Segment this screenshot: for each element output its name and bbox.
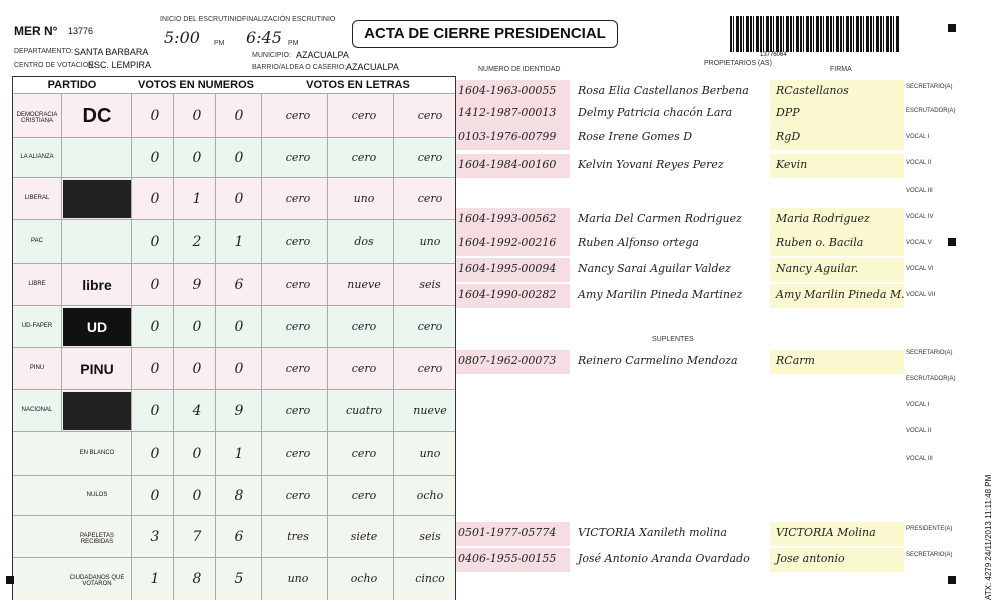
vote-digit: 8 (192, 571, 202, 587)
table-row (13, 557, 455, 600)
table-row (13, 219, 455, 264)
column-divider (393, 558, 394, 600)
column-divider (327, 306, 328, 348)
column-divider (215, 220, 216, 264)
member-name: Delmy Patricia chacón Lara (578, 106, 733, 119)
role-label: ESCRUTADOR(A) (906, 108, 956, 114)
column-divider (393, 348, 394, 390)
member-signature: DPP (776, 106, 800, 119)
table-row (13, 137, 455, 178)
column-divider (327, 348, 328, 390)
vote-word: cero (351, 447, 377, 460)
start-time-suffix: PM (214, 40, 225, 47)
center-value: ESC. LEMPIRA (88, 60, 152, 70)
col-numbers-header: VOTOS EN NUMEROS (138, 79, 254, 91)
vote-word: cero (351, 151, 377, 164)
column-divider (261, 138, 262, 178)
vote-digit: 3 (150, 529, 160, 545)
column-divider (215, 178, 216, 220)
member-name: Reinero Carmelino Mendoza (578, 354, 738, 367)
column-divider (173, 432, 174, 476)
vote-word: uno (419, 235, 441, 248)
column-divider (393, 432, 394, 476)
vote-word: cero (285, 109, 311, 122)
vote-word: cero (285, 362, 311, 375)
column-divider (327, 220, 328, 264)
member-signature: RCastellanos (776, 84, 849, 97)
vote-word: cero (285, 320, 311, 333)
column-divider (173, 264, 174, 306)
registration-mark (948, 238, 956, 246)
column-divider (327, 264, 328, 306)
member-name: Nancy Sarai Aguilar Valdez (578, 262, 731, 275)
role-label: ESCRUTADOR(A) (906, 376, 956, 382)
column-divider (393, 178, 394, 220)
table-row (13, 475, 455, 516)
vote-word: cero (351, 320, 377, 333)
department-label: DEPARTAMENTO: (14, 48, 73, 55)
table-row (13, 177, 455, 220)
member-signature: RgD (776, 130, 801, 143)
column-divider (173, 558, 174, 600)
vote-digit: 0 (234, 191, 244, 207)
vote-digit: 0 (192, 488, 202, 504)
column-divider (173, 138, 174, 178)
column-divider (61, 264, 62, 306)
member-identity: 0103-1976-00799 (458, 130, 557, 143)
party-logo: UD (63, 308, 131, 346)
column-divider (393, 264, 394, 306)
member-signature: RCarm (776, 354, 815, 367)
col-owners-header: PROPIETARIOS (AS) (704, 60, 772, 67)
table-row (13, 431, 455, 476)
column-divider (215, 264, 216, 306)
column-divider (173, 348, 174, 390)
role-label: VOCAL III (906, 188, 933, 194)
vote-digit: 1 (192, 191, 202, 207)
member-identity: 1604-1992-00216 (458, 236, 557, 249)
role-label: SECRETARIO(A) (906, 350, 953, 356)
column-divider (215, 558, 216, 600)
vote-digit: 0 (150, 191, 160, 207)
vote-digit: 0 (192, 108, 202, 124)
registration-mark (6, 576, 14, 584)
member-name: Amy Marilin Pineda Martinez (578, 288, 743, 301)
member-identity: 1604-1984-00160 (458, 158, 557, 171)
party-logo (63, 222, 131, 262)
column-divider (215, 348, 216, 390)
column-divider (393, 220, 394, 264)
table-row (13, 515, 455, 558)
column-divider (261, 432, 262, 476)
column-divider (215, 306, 216, 348)
vote-word: cero (285, 192, 311, 205)
member-signature: Nancy Aguilar. (776, 262, 859, 275)
role-label: PRESIDENTE(A) (906, 526, 953, 532)
column-divider (327, 138, 328, 178)
member-identity: 1604-1995-00094 (458, 262, 557, 275)
col-letters-header: VOTOS EN LETRAS (306, 79, 410, 91)
vote-digit: 0 (192, 150, 202, 166)
column-divider (131, 178, 132, 220)
column-divider (261, 558, 262, 600)
party-label: PINU (29, 365, 45, 371)
vote-word: cero (417, 320, 443, 333)
member-identity: 1604-1993-00562 (458, 212, 557, 225)
column-divider (173, 390, 174, 432)
role-label: SECRETARIO(A) (906, 552, 953, 558)
column-divider (61, 220, 62, 264)
start-time-label: INICIO DEL ESCRUTINIO (160, 16, 242, 23)
vote-digit: 6 (234, 529, 244, 545)
votes-table (12, 76, 456, 600)
member-signature: Ruben o. Bacila (776, 236, 864, 249)
member-name: VICTORIA Xanileth molina (578, 526, 727, 539)
vote-word: ocho (350, 572, 378, 585)
vote-word: cero (351, 489, 377, 502)
column-divider (173, 94, 174, 138)
role-label: VOCAL III (906, 456, 933, 462)
role-label: VOCAL V (906, 240, 932, 246)
vote-word: dos (354, 235, 374, 248)
mer-label: MER N° (14, 24, 58, 38)
vote-digit: 1 (234, 446, 244, 462)
vote-word: uno (353, 192, 375, 205)
column-divider (327, 516, 328, 558)
column-divider (327, 94, 328, 138)
role-label: SECRETARIO(A) (906, 84, 953, 90)
vote-digit: 0 (150, 488, 160, 504)
column-divider (327, 432, 328, 476)
column-divider (215, 516, 216, 558)
column-divider (61, 348, 62, 390)
vote-digit: 0 (150, 277, 160, 293)
column-divider (393, 306, 394, 348)
vote-word: siete (350, 530, 378, 543)
municipality-label: MUNICIPIO: (252, 52, 291, 59)
member-name: Rose Irene Gomes D (578, 130, 693, 143)
vote-word: cinco (415, 572, 445, 585)
end-time-suffix: PM (288, 40, 299, 47)
role-label: VOCAL II (906, 428, 932, 434)
barcode-number: 13776064 (760, 52, 787, 58)
column-divider (173, 178, 174, 220)
column-divider (393, 516, 394, 558)
column-divider (215, 390, 216, 432)
column-divider (327, 178, 328, 220)
party-logo: PINU (80, 361, 114, 377)
vote-digit: 0 (150, 150, 160, 166)
role-label: VOCAL II (906, 160, 932, 166)
member-identity: 0501-1977-05774 (458, 526, 557, 539)
member-identity: 1412-1987-00013 (458, 106, 557, 119)
member-name: Kelvin Yovani Reyes Perez (578, 158, 724, 171)
column-divider (261, 516, 262, 558)
vote-digit: 0 (192, 446, 202, 462)
column-divider (131, 138, 132, 178)
barcode (730, 16, 900, 52)
party-label: DEMOCRACIA CRISTIANA (16, 112, 58, 124)
column-divider (261, 476, 262, 516)
role-label: VOCAL I (906, 402, 930, 408)
column-divider (61, 94, 62, 138)
col-party-header: PARTIDO (47, 79, 97, 91)
village-label: BARRIO/ALDEA O CASERIO: (252, 64, 347, 71)
column-divider (131, 516, 132, 558)
municipality-value: AZACUALPA (296, 50, 349, 60)
member-name: Maria Del Carmen Rodriguez (578, 212, 742, 225)
vote-word: cero (285, 278, 311, 291)
vote-word: cero (351, 109, 377, 122)
column-divider (131, 432, 132, 476)
vote-word: cero (285, 235, 311, 248)
column-divider (131, 558, 132, 600)
vote-word: cero (285, 447, 311, 460)
member-identity: 0807-1962-00073 (458, 354, 557, 367)
vote-digit: 9 (192, 277, 202, 293)
vote-word: cero (417, 192, 443, 205)
column-divider (131, 306, 132, 348)
vote-digit: 0 (150, 319, 160, 335)
column-divider (173, 516, 174, 558)
vote-word: cero (285, 151, 311, 164)
column-divider (215, 94, 216, 138)
column-divider (173, 220, 174, 264)
vote-word: cero (285, 489, 311, 502)
column-divider (261, 348, 262, 390)
column-divider (327, 390, 328, 432)
col-id-header: NUMERO DE IDENTIDAD (478, 66, 561, 73)
vote-digit: 0 (150, 446, 160, 462)
vote-digit: 8 (234, 488, 244, 504)
registration-mark (948, 576, 956, 584)
village-value: AZACUALPA (346, 62, 399, 72)
party-label: LIBRE (28, 281, 46, 287)
table-row (13, 347, 455, 390)
vote-digit: 5 (234, 571, 244, 587)
vote-digit: 0 (150, 108, 160, 124)
table-row (13, 93, 455, 138)
suplentes-header: SUPLENTES (652, 336, 694, 343)
end-time: 6:45 (246, 28, 282, 47)
center-label: CENTRO DE VOTACION: (14, 62, 96, 69)
vote-digit: 6 (234, 277, 244, 293)
party-logo: libre (82, 277, 112, 293)
column-divider (131, 476, 132, 516)
column-divider (131, 390, 132, 432)
vote-word: cero (417, 362, 443, 375)
vote-word: uno (287, 572, 309, 585)
party-logo (63, 392, 131, 430)
table-row (13, 389, 455, 432)
column-divider (261, 264, 262, 306)
vote-word: cero (351, 362, 377, 375)
column-divider (261, 220, 262, 264)
vote-word: ocho (416, 489, 444, 502)
column-divider (261, 306, 262, 348)
party-label: EN BLANCO (79, 450, 115, 456)
vote-digit: 2 (192, 234, 202, 250)
vote-word: cuatro (345, 404, 383, 417)
column-divider (215, 432, 216, 476)
vote-digit: 0 (234, 150, 244, 166)
column-divider (61, 390, 62, 432)
party-label: NULOS (86, 492, 108, 498)
column-divider (215, 138, 216, 178)
column-divider (393, 138, 394, 178)
vote-word: uno (419, 447, 441, 460)
document-title: ACTA DE CIERRE PRESIDENCIAL (352, 20, 618, 48)
role-label: VOCAL I (906, 134, 930, 140)
member-signature: Kevin (776, 158, 808, 171)
party-logo: DC (82, 104, 112, 127)
table-row (13, 263, 455, 306)
vote-digit: 0 (150, 361, 160, 377)
column-divider (215, 476, 216, 516)
party-label: LIBERAL (24, 195, 50, 201)
party-label: NACIONAL (21, 407, 53, 413)
member-identity: 1604-1990-00282 (458, 288, 557, 301)
member-name: Ruben Alfonso ortega (578, 236, 699, 249)
column-divider (131, 220, 132, 264)
role-label: VOCAL VII (906, 292, 936, 298)
vote-digit: 0 (192, 319, 202, 335)
department-value: SANTA BARBARA (74, 47, 149, 57)
party-label: PAPELETAS RECIBIDAS (79, 533, 115, 545)
member-signature: Jose antonio (776, 552, 845, 565)
column-divider (131, 348, 132, 390)
column-divider (61, 138, 62, 178)
column-divider (173, 306, 174, 348)
vote-digit: 0 (150, 403, 160, 419)
vote-digit: 0 (234, 108, 244, 124)
vote-digit: 7 (192, 529, 202, 545)
role-label: VOCAL IV (906, 214, 934, 220)
member-identity: 0406-1955-00155 (458, 552, 557, 565)
mer-number: 13776 (68, 26, 94, 36)
party-label: PAC (31, 238, 43, 244)
timestamp-stamp: ATX: 4279 24/11/2013 11:11:48 PM (984, 474, 993, 600)
vote-digit: 0 (234, 361, 244, 377)
vote-word: cero (285, 404, 311, 417)
start-time: 5:00 (164, 28, 200, 47)
column-divider (261, 94, 262, 138)
column-divider (61, 178, 62, 220)
vote-word: seis (419, 530, 441, 543)
column-divider (131, 94, 132, 138)
column-divider (327, 476, 328, 516)
col-signature-header: FIRMA (830, 66, 852, 73)
vote-digit: 9 (234, 403, 244, 419)
vote-word: cero (417, 151, 443, 164)
vote-digit: 0 (234, 319, 244, 335)
vote-digit: 1 (234, 234, 244, 250)
vote-word: seis (419, 278, 441, 291)
column-divider (393, 476, 394, 516)
registration-mark (948, 24, 956, 32)
member-name: José Antonio Aranda Ovardado (578, 552, 750, 565)
role-label: VOCAL VI (906, 266, 934, 272)
vote-word: nueve (347, 278, 381, 291)
column-divider (393, 94, 394, 138)
vote-digit: 0 (150, 234, 160, 250)
vote-word: tres (287, 530, 309, 543)
column-divider (261, 178, 262, 220)
vote-digit: 0 (192, 361, 202, 377)
member-name: Rosa Elia Castellanos Berbena (578, 84, 749, 97)
vote-word: cero (417, 109, 443, 122)
column-divider (61, 306, 62, 348)
member-signature: Maria Rodriguez (776, 212, 870, 225)
column-divider (393, 390, 394, 432)
vote-word: nueve (413, 404, 447, 417)
end-time-label: FINALIZACIÓN ESCRUTINIO (242, 16, 336, 23)
party-label: LA ALIANZA (20, 154, 54, 160)
party-logo (63, 180, 131, 218)
party-label: UD-FAPER (21, 323, 53, 329)
member-identity: 1604-1963-00055 (458, 84, 557, 97)
party-label: CIUDADANOS QUE VOTARON (69, 575, 125, 587)
column-divider (261, 390, 262, 432)
member-signature: Amy Marilin Pineda M. (776, 288, 905, 301)
column-divider (173, 476, 174, 516)
vote-digit: 1 (150, 571, 160, 587)
column-divider (327, 558, 328, 600)
column-divider (131, 264, 132, 306)
party-logo (63, 140, 131, 176)
member-signature: VICTORIA Molina (776, 526, 876, 539)
vote-digit: 4 (192, 403, 202, 419)
table-row (13, 305, 455, 348)
